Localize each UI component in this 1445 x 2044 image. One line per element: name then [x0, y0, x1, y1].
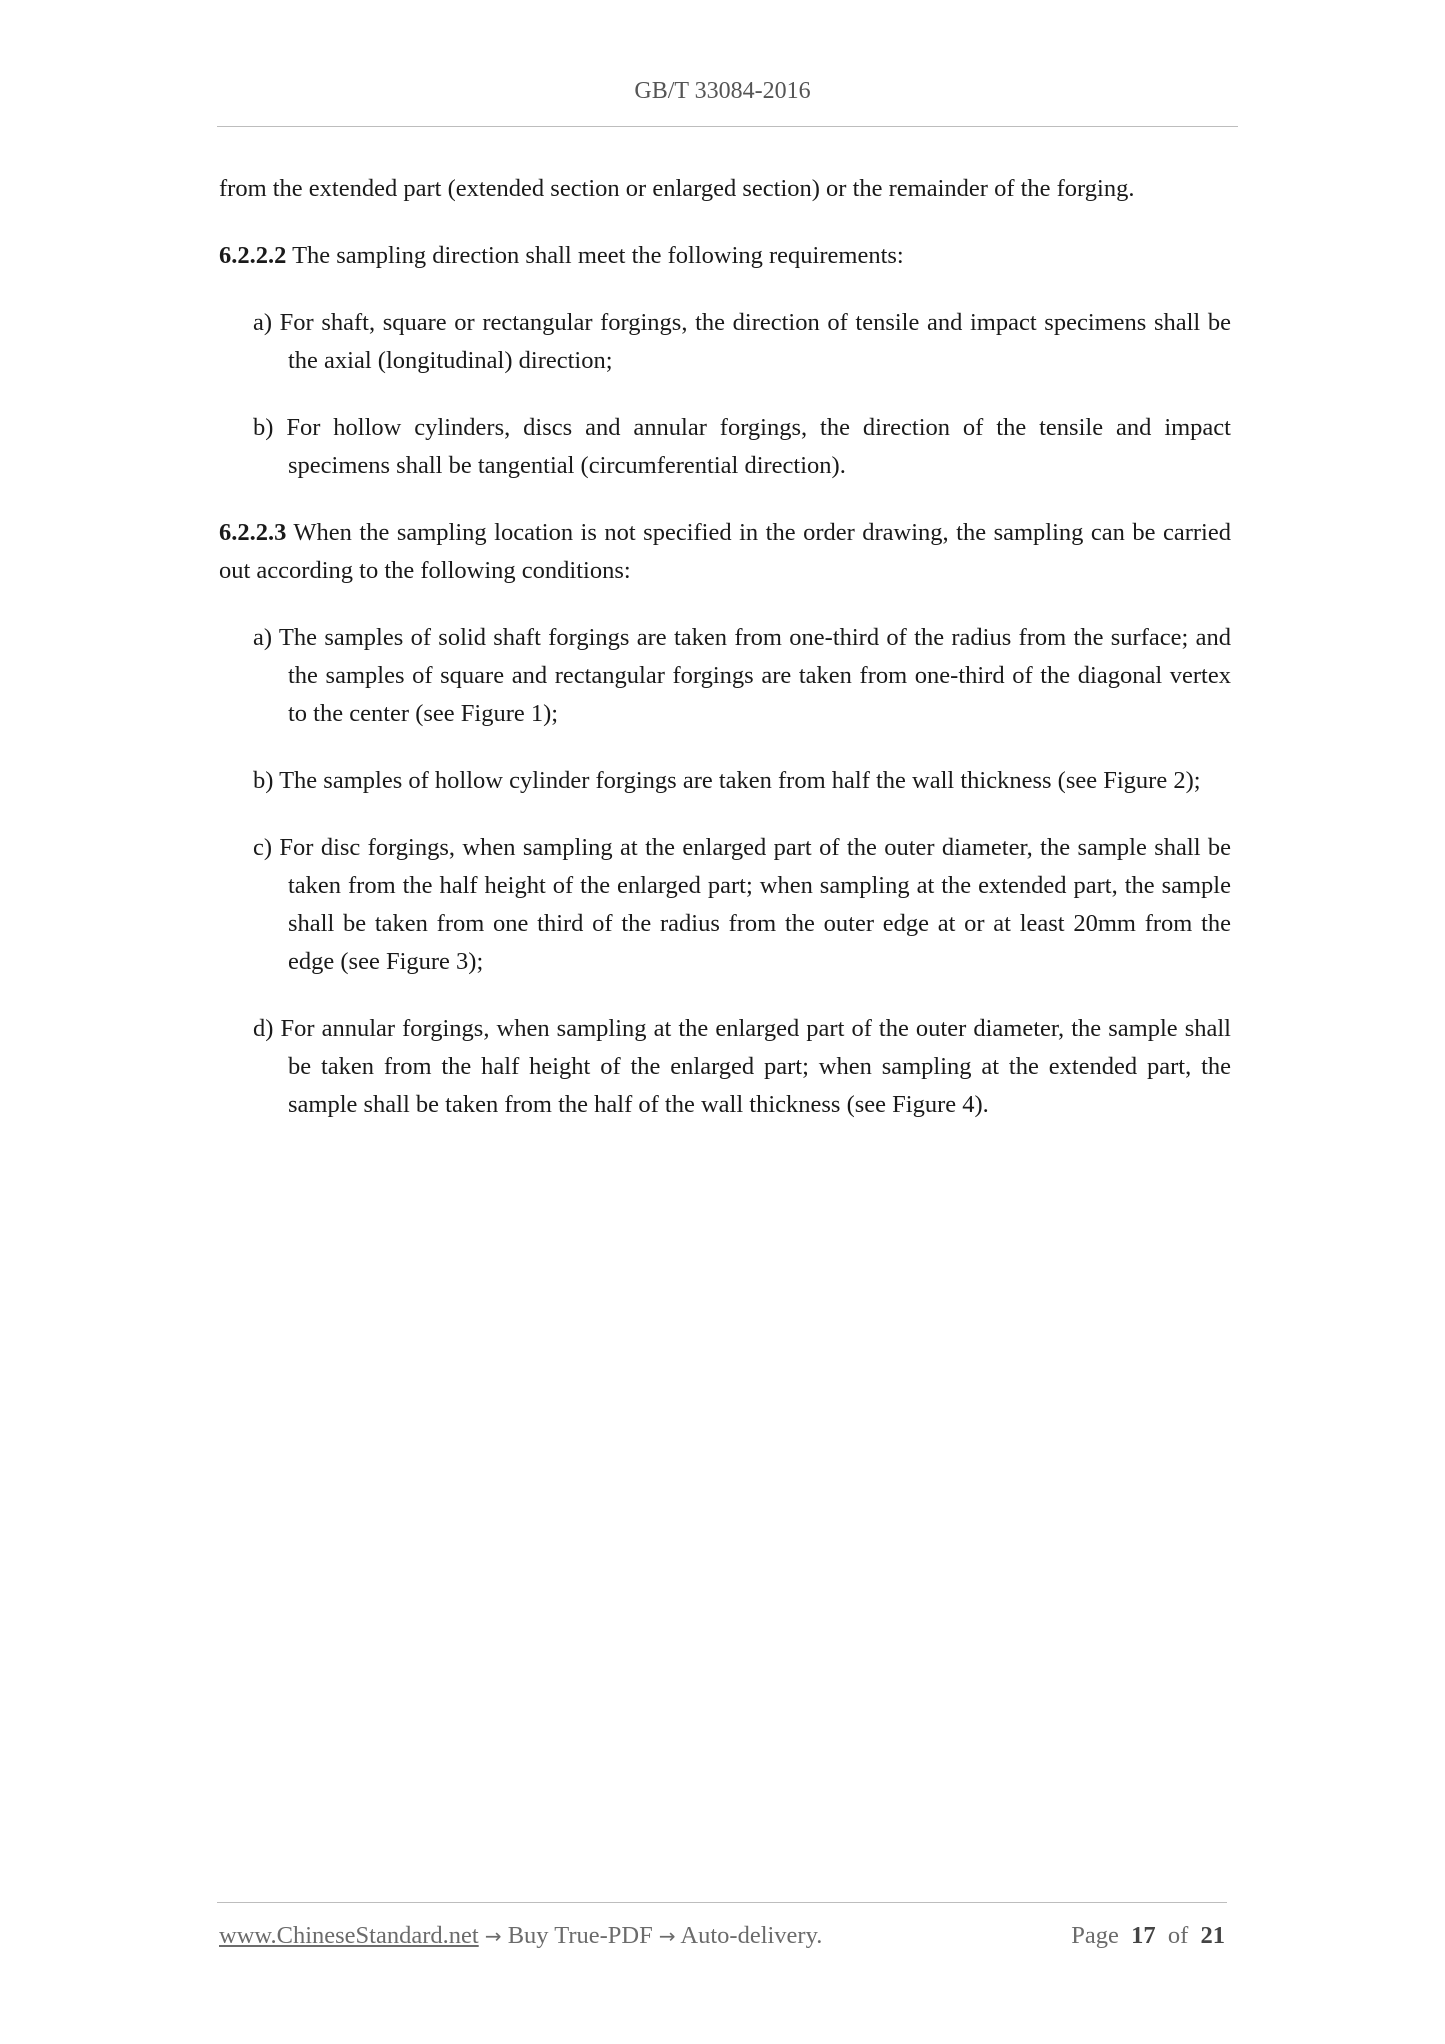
- clause-number: 6.2.2.3: [219, 519, 287, 546]
- document-header-id: GB/T 33084-2016: [634, 78, 811, 104]
- clause-text: When the sampling location is not specified in the order drawing, the sampling can be carried out according to the following conditions:: [219, 519, 1231, 584]
- page-body: [219, 170, 1231, 1153]
- header-divider: [217, 126, 1238, 127]
- total-page-number: 21: [1200, 1922, 1225, 1949]
- footer-left: [219, 1922, 822, 1950]
- site-link[interactable]: www.ChineseStandard.net: [219, 1922, 479, 1949]
- arrow-right-icon: →: [484, 1924, 502, 1948]
- page-word: Page: [1071, 1922, 1119, 1949]
- list-item-6-2-2-3-d: d) For annular forgings, when sampling at the enlarged part of the outer diameter, the sample shall be taken from the half height of the enlarged part; when sampling at the extended part, the sample shall be taken from the half of the wall thickness (see Figure 4).: [253, 1015, 1231, 1118]
- page-footer: [219, 1922, 1225, 1950]
- list-item-6-2-2-3-c: c) For disc forgings, when sampling at the enlarged part of the outer diameter, the sample shall be taken from the half height of the enlarged part; when sampling at the extended part, the sample shall be taken from one third of the radius from the outer edge at or at least 20mm from the edge (see Figure 3);: [253, 834, 1231, 975]
- clause-number: 6.2.2.2: [219, 242, 287, 269]
- delivery-text: Auto-delivery.: [680, 1922, 823, 1949]
- list-item-6-2-2-2-a: a) For shaft, square or rectangular forgings, the direction of tensile and impact specimens shall be the axial (longitudinal) direction;: [253, 309, 1231, 374]
- clause-text: The sampling direction shall meet the following requirements:: [292, 242, 904, 269]
- footer-divider: [217, 1902, 1227, 1903]
- clause-6-2-2-3: [219, 514, 1231, 590]
- page-counter: [1071, 1922, 1225, 1950]
- arrow-right-icon: →: [658, 1924, 676, 1948]
- current-page-number: 17: [1131, 1922, 1156, 1949]
- buy-text: Buy True-PDF: [507, 1922, 653, 1949]
- continuation-paragraph: from the extended part (extended section or enlarged section) or the remainder of the forging.: [219, 175, 1135, 202]
- list-item-6-2-2-3-b: b) The samples of hollow cylinder forgings are taken from half the wall thickness (see Figure 2);: [253, 767, 1201, 794]
- list-item-6-2-2-2-b: b) For hollow cylinders, discs and annular forgings, the direction of the tensile and impact specimens shall be tangential (circumferential direction).: [253, 414, 1231, 479]
- list-item-6-2-2-3-a: a) The samples of solid shaft forgings are taken from one-third of the radius from the surface; and the samples of square and rectangular forgings are taken from one-third of the diagonal vertex to the center (see Figure 1);: [253, 624, 1231, 727]
- of-word: of: [1167, 1922, 1189, 1949]
- clause-6-2-2-2: [219, 237, 1231, 275]
